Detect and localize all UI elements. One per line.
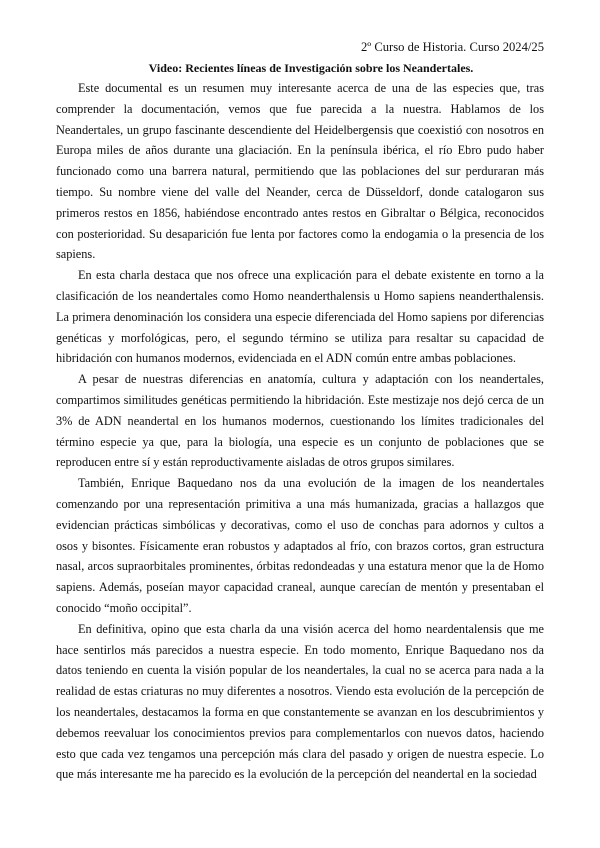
paragraph: También, Enrique Baquedano nos da una evolución de la imagen de los neandertales comenzando por una representación primitiva a una más humanizada, gracias a hallazgos que evidencian prácticas simbólicas y decorativas, como el uso de conchas para adornos y cultos a osos y bisontes. Físicamente eran robustos y adaptados al frío, con brazos cortos, gran estructura nasal, arcos supraorbitales prominentes, órbitas redondeadas y una estatura menor que la de Homo sapiens. Además, poseían mayor capacidad craneal, aunque carecían de mentón y presentaban el conocido “moño occipital”. (56, 476, 544, 615)
paragraph: En definitiva, opino que esta charla da una visión acerca del homo neardentalensis que me hace sentirlos más parecidos a nuestra especie. En todo momento, Enrique Baquedano nos da datos teniendo en cuenta la visión popular de los neandertales, la cual no se acerca para nada a la realidad de estas criaturas no muy diferentes a nosotros. Viendo esta evolución de la percepción de los neandertales, destacamos la forma en que constantemente se avanzan en los descubrimientos y debemos reevaluar los conocimientos previos para complementarlos con nuevos datos, haciendo esto que cada vez tengamos una percepción más clara del pasado y origen de nuestra especie. Lo que más interesante me ha parecido es la evolución de la percepción del neandertal en la sociedad (56, 621, 544, 782)
paragraph: Este documental es un resumen muy interesante acerca de una de las especies que, tras comprender la documentación, vemos que fue parecida a la nuestra. Hablamos de los Neandertales, un grupo fascinante descendiente del Heidelbergensis que coexistió con nosotros en Europa miles de años durante una glaciación. En la península ibérica, el río Ebro pudo haber funcionado como una barrera natural, permitiendo que las poblaciones del sur perduraran más tiempo. Su nombre viene del valle del Neander, cerca de Düsseldorf, donde catalogaron sus primeros restos en 1856, habiéndose encontrado antes restos en Gibraltar o Bélgica, reconocidos con posterioridad. Su desaparición fue lenta por factores como la endogamia o la presencia de los sapiens. (56, 81, 544, 262)
paragraph: A pesar de nuestras diferencias en anatomía, cultura y adaptación con los neandertales, compartimos similitudes genéticas permitiendo la hibridación. Este mestizaje nos dejó cerca de un 3% de ADN neandertal en los humanos modernos, cuestionando los límites tradicionales del término especie ya que, para la biología, una especie es un conjunto de poblaciones que se reproducen entre sí y están reproductivamente aisladas de otros grupos similares. (56, 372, 544, 470)
document-body (56, 78, 544, 785)
course-header: 2º Curso de Historia. Curso 2024/25 (360, 40, 544, 54)
paragraph: En esta charla destaca que nos ofrece una explicación para el debate existente en torno a la clasificación de los neandertales como Homo neanderthalensis u Homo sapiens neanderthalensis. La primera denominación los considera una especie diferenciada del Homo sapiens por diferencias genéticas y morfológicas, pero, el segundo término se utiliza para resaltar su capacidad de hibridación con humanos modernos, evidenciada en el ADN común entre ambas poblaciones. (56, 268, 544, 366)
document-title: Video: Recientes líneas de Investigación sobre los Neandertales. (148, 61, 474, 75)
